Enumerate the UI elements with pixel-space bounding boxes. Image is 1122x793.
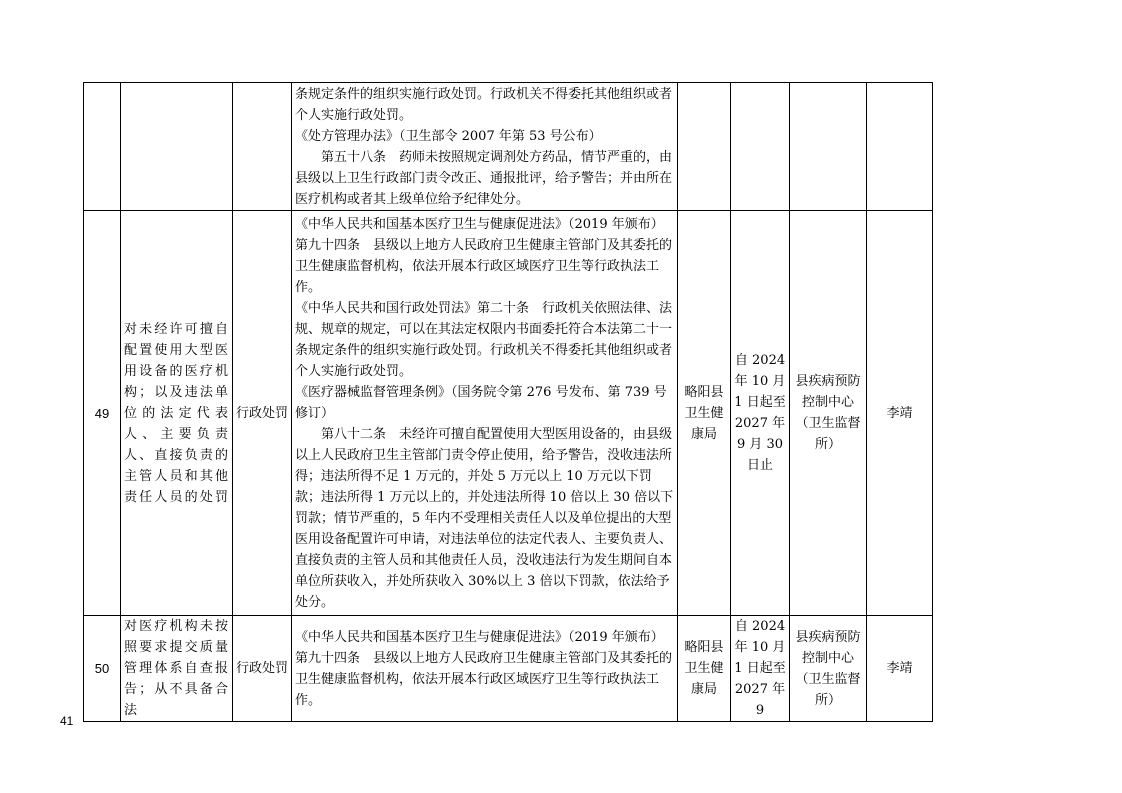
- basis-paragraph: 《处方管理办法》（卫生部令 2007 年第 53 号公布）: [295, 128, 602, 144]
- basis-paragraph: 第八十二条 未经许可擅自配置使用大型医用设备的，由县级以上人民政府卫生主管部门责令停止使用，给予警告，没收违法所得；违法所得不足 1 万元的，并处 5 万元以上 10 万元以下罚款；违法所得 1 万元以上的，并处违法所得 10 倍以上 30 倍以下罚款；情节严重的，5 年内不受理相关责任人以及单位提出的大型医用设备配置许可申请，对违法单位的法定代表人、主要负责人、直接负责的主管人员和其他责任人员，没收违法行为发生期间自本单位所获收入，并处所获收入 30%以上 3 倍以下罚款，依法给予处分。: [295, 426, 674, 610]
- basis-paragraph: 《中华人民共和国行政处罚法》第二十条 行政机关依照法律、法规、规章的规定，可以在其法定权限内书面委托符合本法第二十一条规定条件的组织实施行政处罚。行政机关不得委托其他组织或者个人实施行政处罚。: [295, 300, 673, 379]
- basis-paragraph: 《中华人民共和国基本医疗卫生与健康促进法》（2019 年颁布）: [295, 629, 664, 645]
- entrustment-period: 自 2024 年 10 月 1 日起至 2027 年 9: [731, 616, 790, 722]
- legal-basis: [292, 211, 678, 616]
- responsible-person: 李靖: [867, 616, 933, 722]
- entrusted-organization: 县疾病预防控制中心（卫生监督所）: [790, 211, 867, 616]
- enforcement-items-table: [83, 82, 933, 722]
- basis-paragraph: 条规定条件的组织实施行政处罚。行政机关不得委托其他组织或者个人实施行政处罚。: [295, 86, 673, 123]
- responsible-person: 李靖: [867, 211, 933, 616]
- basis-paragraph: 第五十八条 药师未按照规定调剂处方药品，情节严重的，由县级以上卫生行政部门责令改正、通报批评，给予警告；并由所在医疗机构或者其上级单位给予纪律处分。: [295, 149, 673, 207]
- legal-basis: [292, 616, 678, 722]
- item-description: [121, 83, 233, 211]
- basis-paragraph: 第九十四条 县级以上地方人民政府卫生健康主管部门及其委托的卫生健康监督机构，依法开展本行政区域医疗卫生等行政执法工作。: [295, 650, 673, 708]
- entrustment-period: 自 2024 年 10 月 1 日起至 2027 年 9 月 30 日止: [731, 211, 790, 616]
- item-description: 对医疗机构未按照要求提交质量管理体系自查报告；从不具备合法: [121, 616, 233, 722]
- entrusted-organization: 县疾病预防控制中心（卫生监督所）: [790, 616, 867, 722]
- implementing-authority: 略阳县卫生健康局: [678, 211, 731, 616]
- responsible-person: [867, 83, 933, 211]
- table-row: [84, 83, 933, 211]
- basis-paragraph: 《医疗器械监督管理条例》（国务院令第 276 号发布、第 739 号修订）: [295, 384, 667, 421]
- entrusted-organization: [790, 83, 867, 211]
- implementing-authority: [678, 83, 731, 211]
- item-number: [84, 83, 121, 211]
- basis-paragraph: 第九十四条 县级以上地方人民政府卫生健康主管部门及其委托的卫生健康监督机构，依法开展本行政区域医疗卫生等行政执法工作。: [295, 237, 673, 295]
- table-row: [84, 616, 933, 722]
- implementing-authority: 略阳县卫生健康局: [678, 616, 731, 722]
- item-category: [233, 83, 292, 211]
- page-number: 41: [60, 714, 74, 728]
- item-category: 行政处罚: [233, 616, 292, 722]
- item-description: 对未经许可擅自配置使用大型医用设备的医疗机构；以及违法单位的法定代表人、主要负责人、直接负责的主管人员和其他责任人员的处罚: [121, 211, 233, 616]
- item-number: 49: [84, 211, 121, 616]
- basis-paragraph: 《中华人民共和国基本医疗卫生与健康促进法》（2019 年颁布）: [295, 216, 664, 232]
- item-number: 50: [84, 616, 121, 722]
- legal-basis: [292, 83, 678, 211]
- entrustment-period: [731, 83, 790, 211]
- item-category: 行政处罚: [233, 211, 292, 616]
- table-row: [84, 211, 933, 616]
